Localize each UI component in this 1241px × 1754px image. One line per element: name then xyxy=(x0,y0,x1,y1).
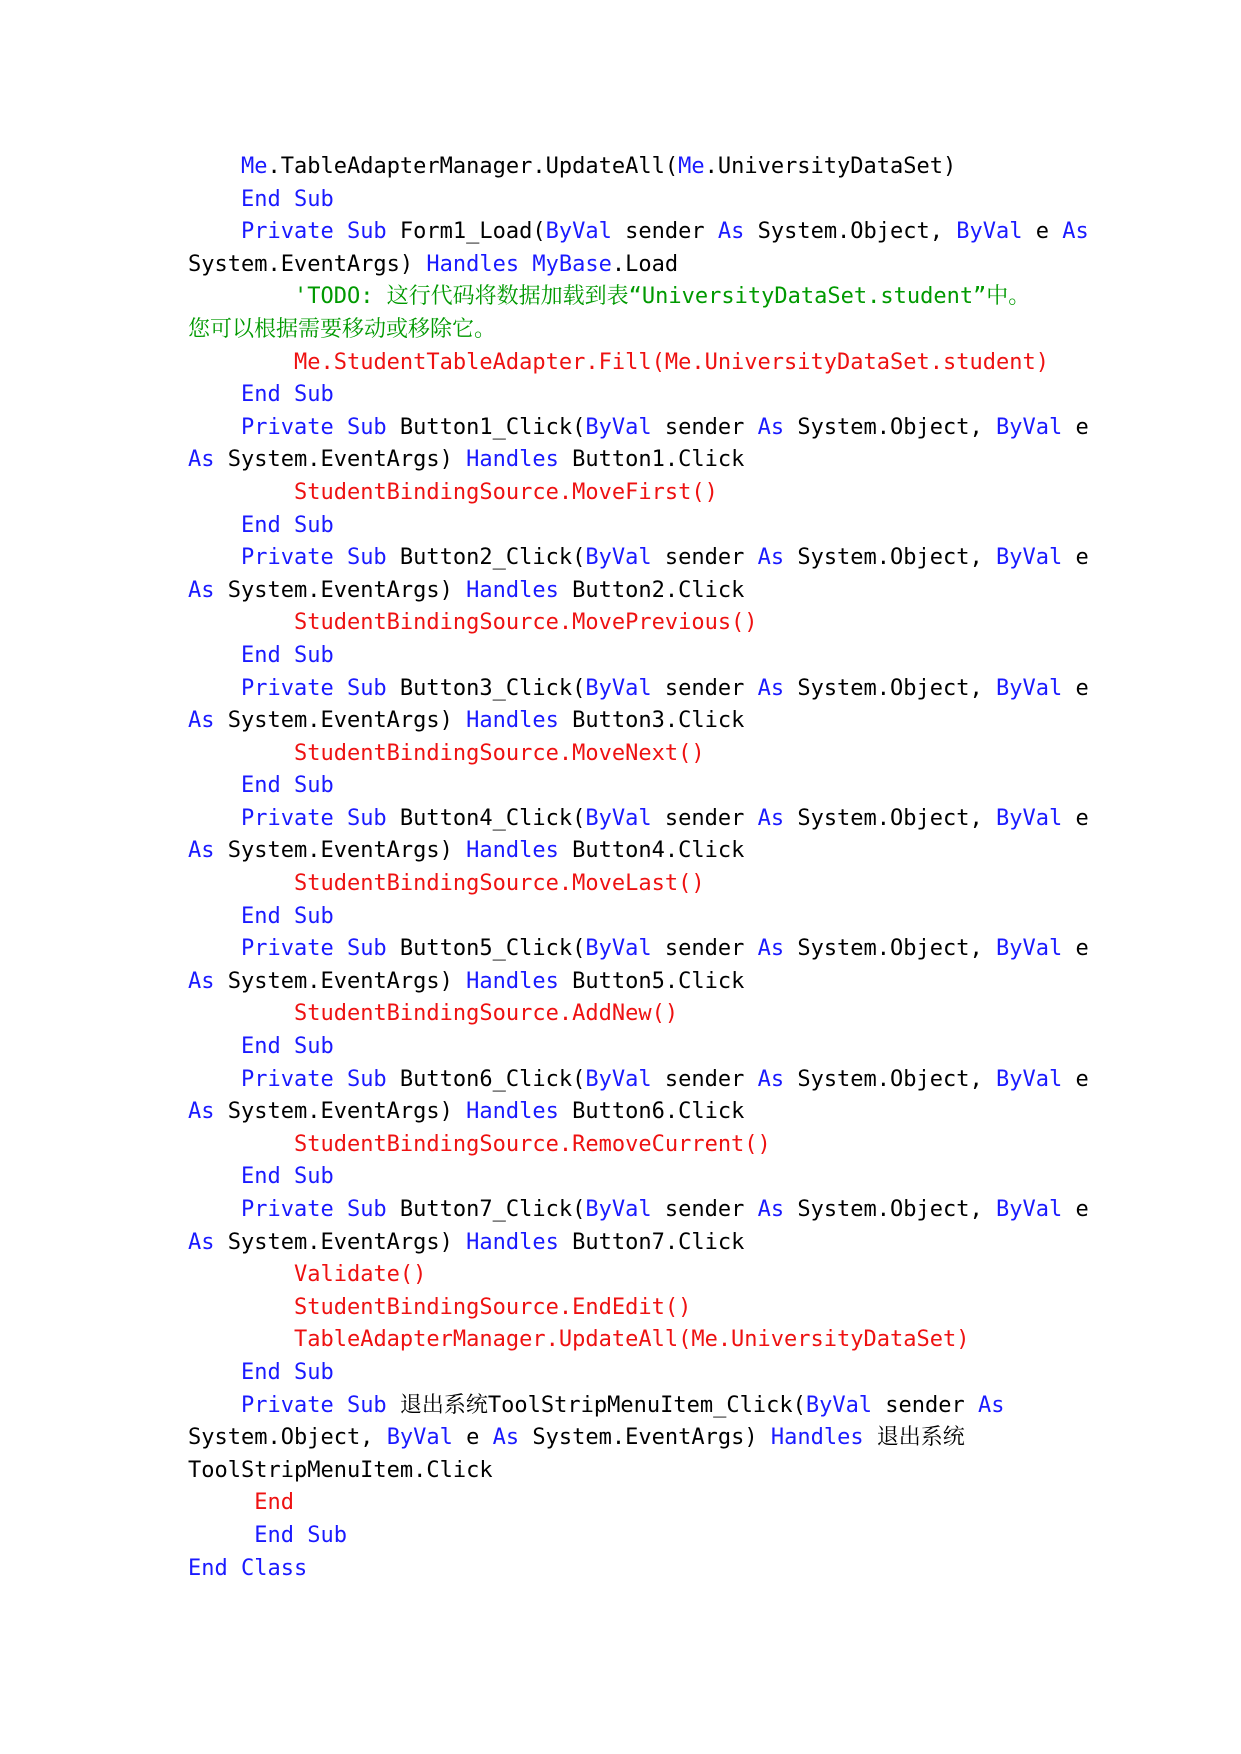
keyword-token: Handles xyxy=(466,838,559,864)
code-token xyxy=(188,871,294,896)
code-line xyxy=(188,1324,1088,1357)
code-token: System.EventArgs) xyxy=(188,251,427,277)
code-token xyxy=(188,1067,241,1092)
code-token xyxy=(188,1327,294,1352)
code-token: .UniversityDataSet) xyxy=(704,154,957,179)
keyword-token: ByVal xyxy=(585,545,652,571)
code-token xyxy=(188,350,294,375)
code-token: System.Object, xyxy=(784,1197,996,1222)
code-token: Button3_Click( xyxy=(386,675,586,701)
code-token: Button4_Click( xyxy=(386,805,586,831)
code-token xyxy=(188,513,241,538)
keyword-token: Private Sub xyxy=(240,936,387,962)
code-line xyxy=(188,1553,1088,1586)
keyword-token: ByVal xyxy=(585,805,652,831)
code-line xyxy=(188,933,1088,966)
code-token: sender xyxy=(651,545,758,571)
code-line xyxy=(188,1390,1088,1423)
code-token xyxy=(188,643,241,668)
code-line xyxy=(188,868,1088,901)
keyword-token: End Sub xyxy=(240,1034,334,1060)
code-line xyxy=(188,998,1088,1031)
code-token: e xyxy=(1062,1066,1089,1092)
code-token: System.EventArgs) xyxy=(214,577,467,603)
code-token: System.EventArgs) xyxy=(214,968,467,994)
code-token: e xyxy=(1062,936,1089,962)
code-token xyxy=(188,1295,294,1320)
keyword-token: As xyxy=(757,1066,785,1092)
code-token xyxy=(188,415,241,440)
keyword-token: End Sub xyxy=(254,1522,347,1548)
call-token: StudentBindingSource.MoveNext() xyxy=(293,740,705,766)
code-line xyxy=(188,379,1088,412)
code-token xyxy=(188,545,241,570)
comment-token: 'TODO: 这行代码将数据加载到表“UniversityDataSet.student”中。 xyxy=(293,284,1031,310)
keyword-token: As xyxy=(757,805,785,831)
call-token: Validate() xyxy=(293,1262,427,1288)
code-token: System.Object, xyxy=(784,1066,996,1092)
code-line xyxy=(188,1129,1088,1162)
keyword-token: Private Sub xyxy=(240,675,387,701)
call-token: Me.StudentTableAdapter.Fill(Me.UniversityDataSet.student) xyxy=(293,349,1049,375)
code-token: Button5.Click xyxy=(558,968,745,994)
code-token xyxy=(188,1360,241,1385)
code-line xyxy=(188,966,1088,999)
code-line xyxy=(188,281,1088,314)
code-token: sender xyxy=(651,805,758,831)
keyword-token: Handles xyxy=(466,1099,559,1125)
code-token xyxy=(188,1262,294,1287)
keyword-token: ByVal xyxy=(956,219,1023,245)
code-token: System.Object, xyxy=(188,1425,387,1451)
code-line xyxy=(188,151,1088,184)
code-line xyxy=(188,1096,1088,1129)
code-token: e xyxy=(1062,1197,1089,1222)
keyword-token: ByVal xyxy=(996,936,1063,962)
keyword-token: ByVal xyxy=(585,936,652,962)
keyword-token: Me xyxy=(678,154,705,179)
code-line xyxy=(188,705,1088,738)
keyword-token: As xyxy=(1062,219,1089,245)
call-token: End xyxy=(254,1490,294,1516)
keyword-token: ByVal xyxy=(805,1392,873,1418)
code-token: System.Object, xyxy=(744,219,957,245)
keyword-token: Private Sub xyxy=(240,1197,387,1222)
code-token xyxy=(188,676,241,701)
keyword-token: As xyxy=(757,545,785,571)
code-token: Button2.Click xyxy=(558,577,745,603)
keyword-token: ByVal xyxy=(996,545,1063,571)
keyword-token: As xyxy=(188,1229,215,1255)
code-token: System.EventArgs) xyxy=(214,447,467,473)
code-token: Form1_Load( xyxy=(386,219,546,245)
keyword-token: End Sub xyxy=(240,186,334,212)
code-token xyxy=(188,806,241,831)
code-line xyxy=(188,184,1088,217)
code-line xyxy=(188,1357,1088,1390)
code-token: System.Object, xyxy=(784,675,996,701)
code-token: Button1.Click xyxy=(558,447,745,473)
code-token xyxy=(188,154,241,179)
code-token: .TableAdapterManager.UpdateAll( xyxy=(267,154,679,179)
code-line xyxy=(188,1031,1088,1064)
code-token: e xyxy=(452,1425,493,1451)
code-line xyxy=(188,901,1088,934)
code-line xyxy=(188,1064,1088,1097)
code-token: Button3.Click xyxy=(558,708,745,734)
comment-token: 您可以根据需要移动或移除它。 xyxy=(188,316,497,342)
code-line xyxy=(188,412,1088,445)
keyword-token: ByVal xyxy=(996,1197,1063,1222)
code-line xyxy=(188,1259,1088,1292)
code-token xyxy=(188,610,294,635)
code-token xyxy=(188,936,241,961)
code-token: sender xyxy=(651,936,758,962)
code-token: System.EventArgs) xyxy=(214,838,467,864)
code-line xyxy=(188,1520,1088,1553)
code-token: Button6.Click xyxy=(558,1099,745,1125)
code-token xyxy=(188,1001,294,1026)
code-token: Button4.Click xyxy=(558,838,745,864)
code-token xyxy=(188,219,241,244)
code-token xyxy=(188,187,241,212)
code-token xyxy=(188,480,294,505)
keyword-token: As xyxy=(188,1099,215,1125)
code-token: Button5_Click( xyxy=(386,936,586,962)
keyword-token: Handles xyxy=(466,708,559,734)
code-token xyxy=(188,741,294,766)
code-line xyxy=(188,249,1088,282)
code-token: .Load xyxy=(611,251,679,277)
keyword-token: Private Sub xyxy=(240,414,387,440)
keyword-token: Handles xyxy=(466,577,559,603)
code-token: System.Object, xyxy=(784,805,996,831)
code-line xyxy=(188,803,1088,836)
code-token: Button1_Click( xyxy=(386,414,586,440)
code-line xyxy=(188,314,1088,347)
code-token: Button6_Click( xyxy=(386,1066,586,1092)
code-line xyxy=(188,575,1088,608)
keyword-token: ByVal xyxy=(545,219,612,245)
keyword-token: Handles MyBase xyxy=(426,251,612,277)
code-token: Button2_Click( xyxy=(386,545,586,571)
call-token: TableAdapterManager.UpdateAll(Me.UniversityDataSet) xyxy=(293,1327,970,1353)
code-token: System.EventArgs) xyxy=(214,708,467,734)
code-line xyxy=(188,542,1088,575)
keyword-token: End Sub xyxy=(240,382,334,408)
keyword-token: As xyxy=(757,1197,785,1222)
code-token: 退出系统ToolStripMenuItem_Click( xyxy=(386,1392,806,1418)
call-token: StudentBindingSource.AddNew() xyxy=(293,1001,679,1027)
code-token: e xyxy=(1062,414,1089,440)
call-token: StudentBindingSource.RemoveCurrent() xyxy=(293,1131,771,1157)
code-line xyxy=(188,1455,1088,1488)
code-line xyxy=(188,347,1088,380)
code-token: System.Object, xyxy=(784,545,996,571)
keyword-token: ByVal xyxy=(996,675,1063,701)
code-listing xyxy=(188,151,1088,1585)
keyword-token: Handles xyxy=(770,1425,864,1451)
code-token xyxy=(188,904,241,929)
code-line xyxy=(188,640,1088,673)
keyword-token: End Class xyxy=(188,1555,308,1581)
code-line xyxy=(188,1161,1088,1194)
code-token xyxy=(188,1393,241,1418)
code-line xyxy=(188,510,1088,543)
keyword-token: As xyxy=(188,708,215,734)
code-token: e xyxy=(1062,675,1089,701)
keyword-token: As xyxy=(757,414,785,440)
keyword-token: ByVal xyxy=(585,1066,652,1092)
code-token: sender xyxy=(651,1066,758,1092)
keyword-token: Private Sub xyxy=(240,1066,387,1092)
keyword-token: Private Sub xyxy=(240,1392,387,1418)
code-line xyxy=(188,477,1088,510)
keyword-token: As xyxy=(188,577,215,603)
keyword-token: As xyxy=(757,675,785,701)
keyword-token: As xyxy=(188,447,215,473)
code-line xyxy=(188,216,1088,249)
code-line xyxy=(188,1487,1088,1520)
keyword-token: As xyxy=(757,936,785,962)
call-token: StudentBindingSource.MovePrevious() xyxy=(293,610,758,636)
code-token xyxy=(188,284,294,309)
code-token: e xyxy=(1062,805,1089,831)
code-token: sender xyxy=(651,414,758,440)
code-token: System.EventArgs) xyxy=(519,1425,771,1451)
code-token xyxy=(188,773,241,798)
code-token: System.Object, xyxy=(784,414,996,440)
keyword-token: End Sub xyxy=(240,903,334,929)
keyword-token: ByVal xyxy=(996,414,1063,440)
call-token: StudentBindingSource.EndEdit() xyxy=(293,1294,692,1320)
code-token xyxy=(188,382,241,407)
code-line xyxy=(188,607,1088,640)
keyword-token: As xyxy=(188,838,215,864)
code-token: Button7.Click xyxy=(558,1229,745,1255)
code-token: sender xyxy=(651,675,758,701)
code-token xyxy=(188,1132,294,1157)
code-line xyxy=(188,1227,1088,1260)
keyword-token: Me xyxy=(240,154,268,179)
keyword-token: End Sub xyxy=(240,642,334,668)
keyword-token: Handles xyxy=(466,968,559,994)
code-token: System.EventArgs) xyxy=(214,1099,467,1125)
code-line xyxy=(188,1194,1088,1227)
code-line xyxy=(188,770,1088,803)
keyword-token: Handles xyxy=(466,447,559,473)
code-line xyxy=(188,835,1088,868)
keyword-token: End Sub xyxy=(240,1164,334,1190)
code-token xyxy=(188,1197,241,1222)
keyword-token: ByVal xyxy=(585,414,652,440)
call-token: StudentBindingSource.MoveFirst() xyxy=(293,479,718,505)
code-token: sender xyxy=(611,219,718,245)
keyword-token: As xyxy=(717,219,745,245)
code-token: System.EventArgs) xyxy=(214,1229,467,1255)
code-token xyxy=(188,1164,241,1189)
code-token: e xyxy=(1022,219,1063,245)
keyword-token: ByVal xyxy=(996,1066,1063,1092)
code-line xyxy=(188,673,1088,706)
code-token: sender xyxy=(651,1197,758,1222)
code-line xyxy=(188,444,1088,477)
code-line xyxy=(188,1292,1088,1325)
code-line xyxy=(188,1422,1088,1455)
keyword-token: As xyxy=(978,1392,1005,1418)
code-token: sender xyxy=(872,1392,979,1418)
code-token xyxy=(188,1523,254,1548)
keyword-token: ByVal xyxy=(386,1425,453,1451)
keyword-token: As xyxy=(188,968,215,994)
code-token: 退出系统 xyxy=(863,1425,965,1451)
keyword-token: Private Sub xyxy=(240,545,387,571)
keyword-token: ByVal xyxy=(585,1197,652,1222)
keyword-token: ByVal xyxy=(585,675,652,701)
code-line xyxy=(188,738,1088,771)
keyword-token: End Sub xyxy=(240,1359,334,1385)
code-token: ToolStripMenuItem.Click xyxy=(188,1457,493,1483)
code-token: Button7_Click( xyxy=(386,1197,586,1222)
code-token xyxy=(188,1034,241,1059)
keyword-token: As xyxy=(492,1425,520,1451)
keyword-token: End Sub xyxy=(240,773,334,799)
keyword-token: ByVal xyxy=(996,805,1063,831)
keyword-token: Private Sub xyxy=(240,805,387,831)
call-token: StudentBindingSource.MoveLast() xyxy=(293,871,705,897)
code-token xyxy=(188,1490,254,1515)
keyword-token: End Sub xyxy=(240,512,334,538)
keyword-token: Private Sub xyxy=(240,219,387,245)
keyword-token: Handles xyxy=(466,1229,559,1255)
code-token: System.Object, xyxy=(784,936,996,962)
code-token: e xyxy=(1062,545,1089,571)
